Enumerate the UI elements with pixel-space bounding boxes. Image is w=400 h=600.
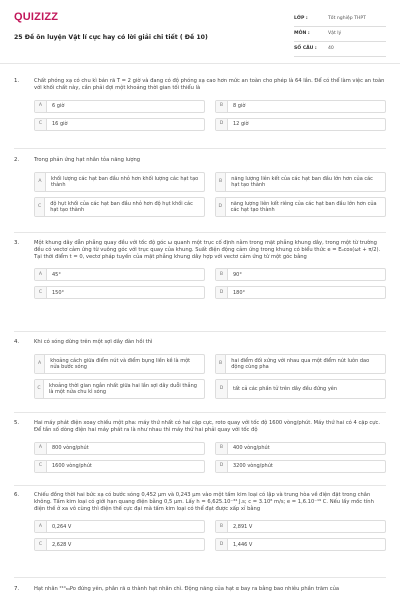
option-a[interactable] xyxy=(34,268,205,281)
option-text: 8 giờ xyxy=(233,102,246,109)
option-letter: C xyxy=(35,287,47,298)
option-letter: C xyxy=(35,539,47,550)
option-letter: C xyxy=(35,461,47,472)
option-text: 400 vòng/phút xyxy=(233,444,270,451)
option-d[interactable] xyxy=(215,460,386,473)
question-text: Hai máy phát điện xoay chiều một pha: máy thứ nhất có hai cặp cực, roto quay với tốc độ 1600 vòng/phút. Máy thứ hai có 4 cặp cực. Để tần số dòng điện hai máy phát ra là như nhau thì máy thứ hai phải quay với tốc độ xyxy=(34,420,381,433)
question-number: 2. xyxy=(14,157,20,163)
question-2 xyxy=(14,157,386,217)
meta-label: MÔN : xyxy=(294,31,310,37)
option-a[interactable] xyxy=(34,354,205,374)
option-text: 2,891 V xyxy=(233,523,253,530)
option-text: 1,446 V xyxy=(233,541,253,548)
option-text: 2,628 V xyxy=(52,541,72,548)
divider xyxy=(14,485,386,486)
option-text: năng lượng liên kết riêng của các hạt ban đầu lớn hơn của các hạt tạo thành xyxy=(230,200,377,214)
option-text: độ hụt khối của các hạt ban đầu nhỏ hơn độ hụt khối các hạt tạo thành xyxy=(50,200,193,214)
option-b[interactable] xyxy=(215,268,386,281)
option-letter: B xyxy=(216,269,228,280)
option-d[interactable] xyxy=(215,118,386,131)
meta-row-count xyxy=(294,42,386,57)
option-text: tất cả các phần tử trên dây đều đứng yên xyxy=(233,385,338,392)
option-c[interactable] xyxy=(34,118,205,131)
option-d[interactable] xyxy=(215,197,386,217)
option-text: khoảng thời gian ngắn nhất giữa hai lần sợi dây duỗi thẳng là một nửa chu kì sóng xyxy=(48,382,197,396)
option-text: 6 giờ xyxy=(52,102,65,109)
option-text: khối lượng các hạt ban đầu nhỏ hơn khối lượng các hạt tạo thành xyxy=(50,175,199,189)
option-d[interactable] xyxy=(215,286,386,299)
question-4 xyxy=(14,339,386,399)
option-text: 16 giờ xyxy=(52,120,68,127)
divider xyxy=(14,232,386,233)
option-letter: A xyxy=(35,521,47,532)
option-a[interactable] xyxy=(34,172,205,192)
option-d[interactable] xyxy=(215,379,386,399)
option-text: 90° xyxy=(233,271,242,278)
option-letter: B xyxy=(216,443,228,454)
question-number: 7. xyxy=(14,586,20,592)
option-letter: D xyxy=(216,287,228,298)
option-c[interactable] xyxy=(34,538,205,551)
question-7 xyxy=(14,586,386,593)
option-letter: D xyxy=(216,380,228,398)
option-letter: B xyxy=(216,521,228,532)
question-number: 3. xyxy=(14,240,20,246)
option-letter: C xyxy=(35,119,47,130)
option-d[interactable] xyxy=(215,538,386,551)
option-text: năng lượng liên kết của các hạt ban đầu lớn hơn của các hạt tạo thành xyxy=(231,175,373,189)
option-letter: A xyxy=(35,443,47,454)
option-letter: D xyxy=(216,119,228,130)
question-6 xyxy=(14,492,386,551)
option-text: hai điểm đối xứng với nhau qua một điểm nút luôn dao động cùng pha xyxy=(231,357,370,371)
document-header xyxy=(0,0,400,64)
meta-label: SỐ CÂU : xyxy=(294,46,317,52)
question-number: 1. xyxy=(14,78,20,84)
question-text: Hạt nhân ²¹⁰₈₄Po đứng yên, phân rã α thành hạt nhân chì. Động năng của hạt α bay ra bằng bao nhiêu phần trăm của xyxy=(34,586,340,592)
option-text: 45° xyxy=(52,271,61,278)
divider xyxy=(14,148,386,149)
divider xyxy=(14,412,386,413)
option-c[interactable] xyxy=(34,460,205,473)
meta-value: Tốt nghiệp THPT xyxy=(328,16,366,22)
option-letter: B xyxy=(216,355,226,373)
meta-row-subject xyxy=(294,27,386,42)
meta-table xyxy=(294,12,386,57)
meta-label: LỚP : xyxy=(294,16,308,22)
option-letter: A xyxy=(35,173,46,191)
option-letter: B xyxy=(216,101,228,112)
option-text: 1600 vòng/phút xyxy=(52,462,92,469)
option-letter: D xyxy=(216,539,228,550)
option-text: 12 giờ xyxy=(233,120,249,127)
option-letter: C xyxy=(35,198,45,216)
divider xyxy=(14,577,386,578)
option-letter: A xyxy=(35,101,47,112)
option-letter: D xyxy=(216,461,228,472)
option-text: khoảng cách giữa điểm nút và điểm bụng liền kề là một nửa bước sóng xyxy=(50,357,191,371)
option-text: 800 vòng/phút xyxy=(52,444,89,451)
question-1 xyxy=(14,78,386,131)
option-b[interactable] xyxy=(215,442,386,455)
option-text: 0,264 V xyxy=(52,523,72,530)
question-text: Chiếu đồng thời hai bức xạ có bước sóng 0,452 μm và 0,243 μm vào một tấm kim loại có lập và trung hòa về điện đặt trong chân không. Tấm kim loại có giới hạn quang điện bằng 0,5 μm. Lấy h = 6,625.10⁻³⁴ J.s; c = 3.10⁸ m/s; e = 1,6.10⁻¹⁹ C. Nếu lấy mốc tính điện thế ở xa vô cùng thì điện thế cực đại mà tấm kim loại có thể đạt được xấp xỉ bằng xyxy=(34,492,374,512)
option-b[interactable] xyxy=(215,354,386,374)
question-text: Trong phản ứng hạt nhân tỏa năng lượng xyxy=(34,157,141,163)
question-number: 4. xyxy=(14,339,20,345)
option-letter: B xyxy=(216,173,226,191)
question-3 xyxy=(14,240,386,299)
option-a[interactable] xyxy=(34,100,205,113)
option-b[interactable] xyxy=(215,172,386,192)
option-letter: D xyxy=(216,198,226,216)
option-c[interactable] xyxy=(34,379,205,399)
option-letter: A xyxy=(35,269,47,280)
meta-value: Vật lý xyxy=(328,31,342,37)
option-letter: A xyxy=(35,355,45,373)
option-text: 180° xyxy=(233,289,246,296)
option-text: 150° xyxy=(52,289,65,296)
option-a[interactable] xyxy=(34,442,205,455)
divider xyxy=(14,331,386,332)
option-b[interactable] xyxy=(215,520,386,533)
question-text: Chất phóng xạ có chu kì bán rã T = 2 giờ và đang có độ phóng xạ cao hơn mức an toàn cho phép là 64 lần. Để có thể làm việc an toàn với khối chất này, cần phải đợi một khoảng thời gian tối thiểu là xyxy=(34,78,385,91)
option-a[interactable] xyxy=(34,520,205,533)
question-number: 6. xyxy=(14,492,20,498)
question-5 xyxy=(14,420,386,473)
option-b[interactable] xyxy=(215,100,386,113)
quizizz-logo: QUIZIZZ xyxy=(14,11,59,23)
meta-value: 40 xyxy=(328,46,334,52)
option-c[interactable] xyxy=(34,197,205,217)
meta-row-grade xyxy=(294,12,386,27)
option-letter: C xyxy=(35,380,44,398)
document-title: 25 Đề ôn luyện Vật lí cực hay có lời giải chi tiết ( Đề 10) xyxy=(14,34,208,42)
option-c[interactable] xyxy=(34,286,205,299)
option-text: 3200 vòng/phút xyxy=(233,462,273,469)
question-text: Một khung dây dẫn phẳng quay đều với tốc độ góc ω quanh một trục cố định nằm trong mặt phẳng khung dây, trong một từ trường đều có vectơ cảm ứng từ vuông góc với trục quay của khung. Suất điện động cảm ứng trong khung có biểu thức e = E₀cos(ωt + π/2). Tại thời điểm t = 0, vectơ pháp tuyến của mặt phẳng khung dây hợp với vectơ cảm ứng từ một góc bằng xyxy=(34,240,381,260)
question-text: Khi có sóng dừng trên một sợi dây đàn hồi thì xyxy=(34,339,153,345)
question-number: 5. xyxy=(14,420,20,426)
